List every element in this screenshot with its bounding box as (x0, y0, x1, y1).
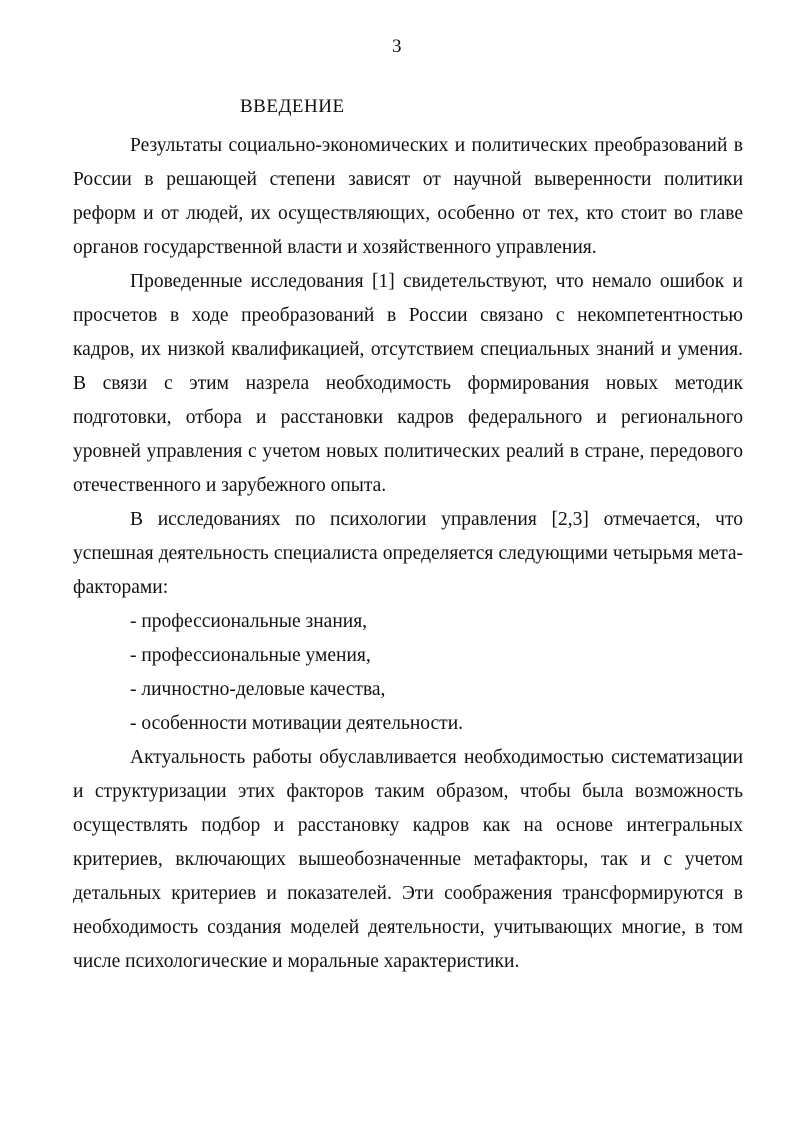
paragraph: Актуальность работы обуславливается необходимостью систематизации и структуризации этих факторов таким образом, чтобы была возможность осуществлять подбор и расстановку кадров как на основе интегральных критериев, включающих вышеобозначенные метафакторы, так и с учетом детальных критериев и показателей. Эти соображения трансформируются в необходимость создания моделей деятельности, учитывающих многие, в том числе психологические и моральные характеристики. (73, 747, 743, 972)
list-item: - личностно-деловые качества, (130, 679, 386, 700)
list-item: - особенности мотивации деятельности. (130, 713, 464, 734)
body-text (73, 129, 743, 979)
section-heading: ВВЕДЕНИЕ (240, 96, 345, 117)
list-item: - профессиональные знания, (130, 611, 368, 632)
paragraph: В исследованиях по психологии управления [2,3] отмечается, что успешная деятельность специалиста определяется следующими четырьмя мета-факторами: (73, 509, 743, 598)
page-number: 3 (392, 36, 402, 57)
paragraph: Результаты социально-экономических и политических преобразований в России в решающей степени зависят от научной выверенности политики реформ и от людей, их осуществляющих, особенно от тех, кто стоит во главе органов государственной власти и хозяйственного управления. (73, 135, 743, 258)
meta-factors-list (73, 605, 743, 741)
paragraph: Проведенные исследования [1] свидетельствуют, что немало ошибок и просчетов в ходе преобразований в России связано с некомпетентностью кадров, их низкой квалификацией, отсутствием специальных знаний и умения. В связи с этим назрела необходимость формирования новых методик подготовки, отбора и расстановки кадров федерального и регионального уровней управления с учетом новых политических реалий в стране, передового отечественного и зарубежного опыта. (73, 271, 743, 496)
list-item: - профессиональные умения, (130, 645, 371, 666)
